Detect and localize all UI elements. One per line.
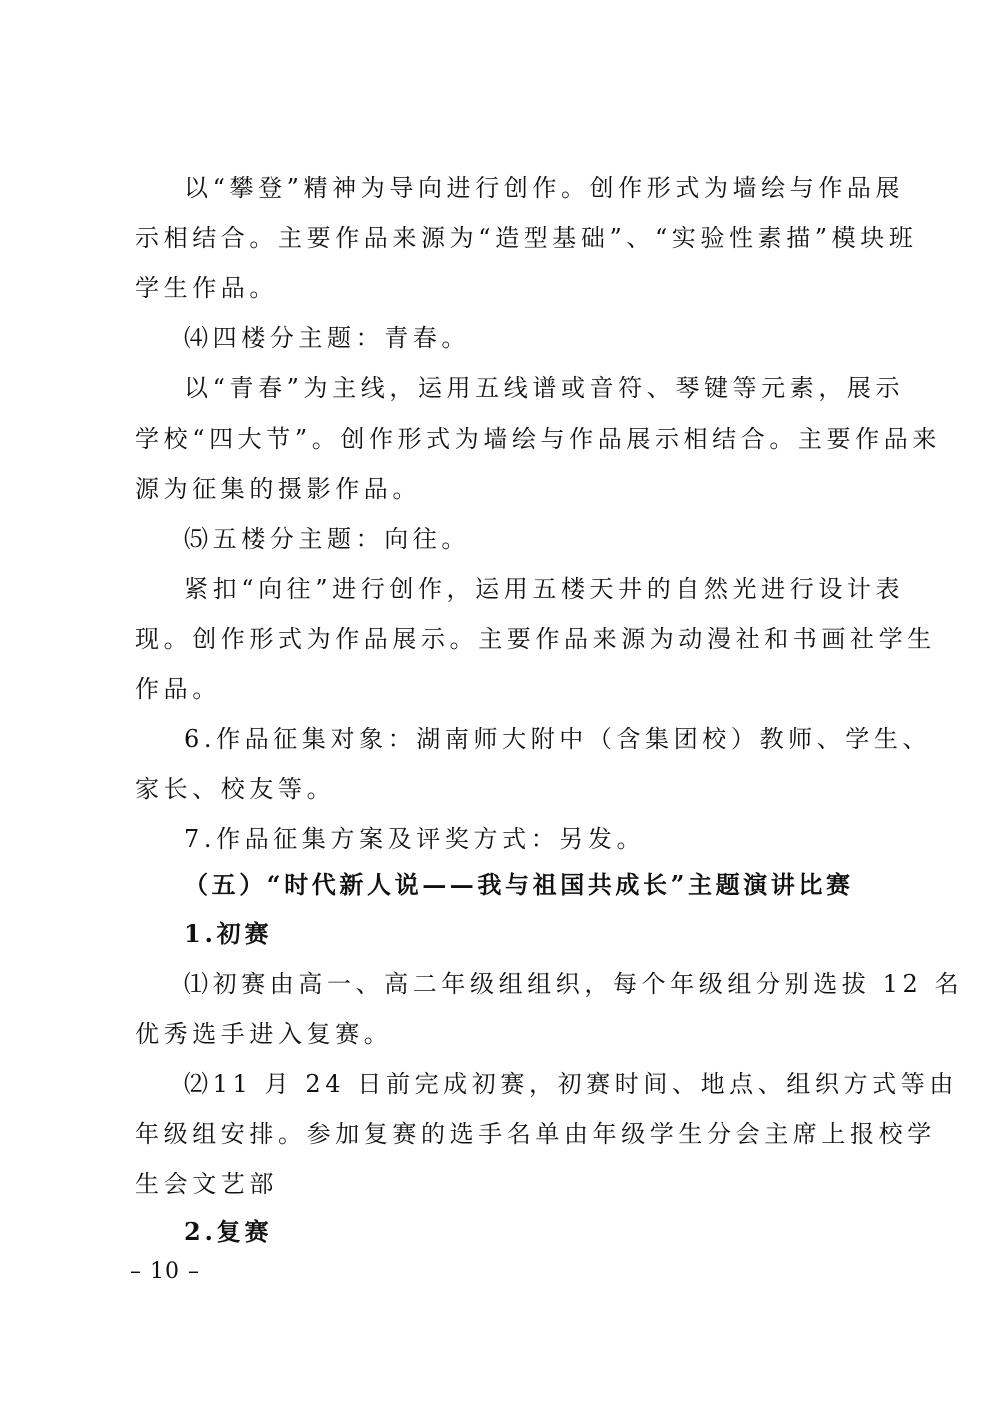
paragraph-line: 优秀选手进入复赛。 <box>135 1020 393 1048</box>
paragraph-line: 源为征集的摄影作品。 <box>135 475 421 503</box>
subsection-heading: 1.初赛 <box>184 919 273 948</box>
section-heading: （五）“时代新人说——我与祖国共成长”主题演讲比赛 <box>184 870 854 899</box>
paragraph-line: ⑵11 月 24 日前完成初赛，初赛时间、地点、组织方式等由 <box>184 1070 958 1098</box>
subheading: ⑷四楼分主题：青春。 <box>184 324 470 352</box>
paragraph-line: 学生作品。 <box>135 274 278 302</box>
paragraph-line: 以“攀登”精神为导向进行创作。创作形式为墙绘与作品展 <box>184 174 905 202</box>
paragraph-line: 以“青春”为主线，运用五线谱或音符、琴键等元素，展示 <box>184 374 905 402</box>
paragraph-line: 示相结合。主要作品来源为“造型基础”、“实验性素描”模块班 <box>135 224 918 252</box>
paragraph-line: 现。创作形式为作品展示。主要作品来源为动漫社和书画社学生 <box>135 625 936 653</box>
subheading: ⑸五楼分主题：向往。 <box>184 525 470 553</box>
paragraph-line: 紧扣“向往”进行创作，运用五楼天井的自然光进行设计表 <box>184 575 905 603</box>
paragraph-line: 生会文艺部 <box>135 1170 278 1198</box>
paragraph-line: 作品。 <box>135 675 221 703</box>
paragraph-line: 7.作品征集方案及评奖方式：另发。 <box>184 825 646 853</box>
subsection-heading: 2.复赛 <box>184 1217 273 1246</box>
paragraph-line: 家长、校友等。 <box>135 775 336 803</box>
paragraph-line: 年级组安排。参加复赛的选手名单由年级学生分会主席上报校学 <box>135 1120 936 1148</box>
paragraph-line: 6.作品征集对象：湖南师大附中（含集团校）教师、学生、 <box>184 725 932 753</box>
paragraph-line: ⑴初赛由高一、高二年级组组织，每个年级组分别选拔 12 名 <box>184 970 964 998</box>
paragraph-line: 学校“四大节”。创作形式为墙绘与作品展示相结合。主要作品来 <box>135 425 941 453</box>
page-number: – 10 – <box>130 1259 200 1284</box>
